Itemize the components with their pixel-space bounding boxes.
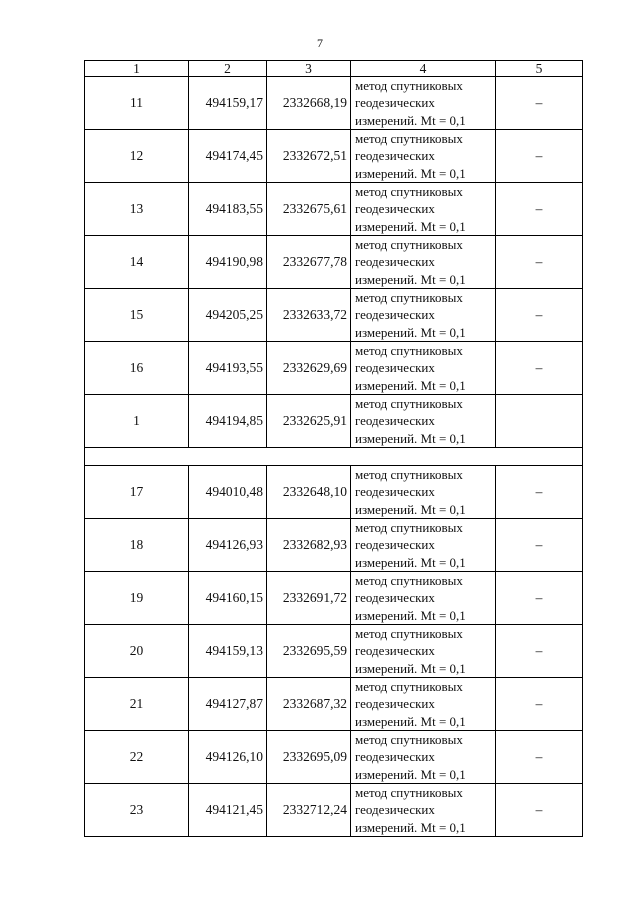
method-line: метод спутниковых <box>355 679 463 695</box>
point-number: 23 <box>85 784 189 837</box>
method-line: измерений. Mt = 0,1 <box>355 165 466 181</box>
coordinate-y: 2332682,93 <box>267 519 351 572</box>
coordinate-y: 2332672,51 <box>267 130 351 183</box>
method-line: геодезических <box>355 484 435 500</box>
method-line: метод спутниковых <box>355 785 463 801</box>
description-cell: – <box>496 236 583 289</box>
method-line: геодезических <box>355 643 435 659</box>
coordinate-y: 2332695,59 <box>267 625 351 678</box>
method-cell <box>351 731 496 784</box>
table-row <box>85 183 583 236</box>
method-cell <box>351 395 496 448</box>
method-line: метод спутниковых <box>355 626 463 642</box>
description-cell: – <box>496 572 583 625</box>
point-number: 14 <box>85 236 189 289</box>
separator-row <box>85 448 583 466</box>
table-header-row <box>85 61 583 77</box>
coordinate-y: 2332691,72 <box>267 572 351 625</box>
method-line: измерений. Mt = 0,1 <box>355 218 466 234</box>
table-row <box>85 466 583 519</box>
coordinate-y: 2332712,24 <box>267 784 351 837</box>
point-number: 17 <box>85 466 189 519</box>
description-cell: – <box>496 342 583 395</box>
description-cell: – <box>496 466 583 519</box>
table-row <box>85 395 583 448</box>
coordinate-y: 2332625,91 <box>267 395 351 448</box>
coordinate-y: 2332633,72 <box>267 289 351 342</box>
method-line: геодезических <box>355 802 435 818</box>
point-number: 12 <box>85 130 189 183</box>
separator-cell <box>85 448 583 466</box>
method-cell <box>351 466 496 519</box>
method-cell <box>351 625 496 678</box>
method-line: измерений. Mt = 0,1 <box>355 766 466 782</box>
method-cell <box>351 289 496 342</box>
table-row <box>85 784 583 837</box>
description-cell: – <box>496 678 583 731</box>
method-line: геодезических <box>355 696 435 712</box>
method-line: геодезических <box>355 307 435 323</box>
method-line: геодезических <box>355 95 435 111</box>
description-cell: – <box>496 183 583 236</box>
coordinates-table <box>84 60 583 837</box>
point-number: 19 <box>85 572 189 625</box>
method-line: метод спутниковых <box>355 732 463 748</box>
method-cell <box>351 342 496 395</box>
method-cell <box>351 572 496 625</box>
method-cell <box>351 784 496 837</box>
column-header: 3 <box>267 61 351 77</box>
column-header: 2 <box>189 61 267 77</box>
coordinate-x: 494194,85 <box>189 395 267 448</box>
description-cell: – <box>496 519 583 572</box>
method-line: метод спутниковых <box>355 343 463 359</box>
method-cell <box>351 678 496 731</box>
method-line: метод спутниковых <box>355 573 463 589</box>
method-line: измерений. Mt = 0,1 <box>355 819 466 835</box>
method-line: метод спутниковых <box>355 237 463 253</box>
table-row <box>85 731 583 784</box>
table-row <box>85 77 583 130</box>
coordinate-x: 494127,87 <box>189 678 267 731</box>
column-header: 5 <box>496 61 583 77</box>
method-line: измерений. Mt = 0,1 <box>355 430 466 446</box>
point-number: 11 <box>85 77 189 130</box>
table-row <box>85 130 583 183</box>
table-row <box>85 342 583 395</box>
coordinate-x: 494183,55 <box>189 183 267 236</box>
coordinate-x: 494126,10 <box>189 731 267 784</box>
method-line: геодезических <box>355 749 435 765</box>
method-line: метод спутниковых <box>355 131 463 147</box>
method-line: геодезических <box>355 148 435 164</box>
table-row <box>85 289 583 342</box>
method-cell <box>351 130 496 183</box>
method-line: метод спутниковых <box>355 520 463 536</box>
point-number: 1 <box>85 395 189 448</box>
point-number: 16 <box>85 342 189 395</box>
method-line: измерений. Mt = 0,1 <box>355 607 466 623</box>
coordinate-y: 2332629,69 <box>267 342 351 395</box>
column-header: 4 <box>351 61 496 77</box>
coordinate-x: 494010,48 <box>189 466 267 519</box>
method-line: метод спутниковых <box>355 396 463 412</box>
coordinate-x: 494190,98 <box>189 236 267 289</box>
coordinate-y: 2332675,61 <box>267 183 351 236</box>
method-line: геодезических <box>355 254 435 270</box>
method-line: измерений. Mt = 0,1 <box>355 112 466 128</box>
coordinate-y: 2332648,10 <box>267 466 351 519</box>
point-number: 22 <box>85 731 189 784</box>
coordinate-y: 2332668,19 <box>267 77 351 130</box>
table-row <box>85 678 583 731</box>
method-line: измерений. Mt = 0,1 <box>355 501 466 517</box>
method-cell <box>351 519 496 572</box>
page-number: 7 <box>317 36 323 50</box>
description-cell: – <box>496 289 583 342</box>
table-row <box>85 236 583 289</box>
method-line: измерений. Mt = 0,1 <box>355 713 466 729</box>
method-line: геодезических <box>355 360 435 376</box>
point-number: 21 <box>85 678 189 731</box>
method-line: измерений. Mt = 0,1 <box>355 377 466 393</box>
coordinate-y: 2332687,32 <box>267 678 351 731</box>
table-row <box>85 572 583 625</box>
coordinate-x: 494174,45 <box>189 130 267 183</box>
coordinate-y: 2332695,09 <box>267 731 351 784</box>
method-line: геодезических <box>355 413 435 429</box>
method-line: метод спутниковых <box>355 467 463 483</box>
coordinate-x: 494193,55 <box>189 342 267 395</box>
method-line: метод спутниковых <box>355 78 463 94</box>
description-cell: – <box>496 130 583 183</box>
method-line: геодезических <box>355 537 435 553</box>
coordinate-x: 494126,93 <box>189 519 267 572</box>
coordinate-x: 494205,25 <box>189 289 267 342</box>
description-cell: – <box>496 77 583 130</box>
method-cell <box>351 236 496 289</box>
coordinate-x: 494160,15 <box>189 572 267 625</box>
table-row <box>85 625 583 678</box>
point-number: 18 <box>85 519 189 572</box>
description-cell: – <box>496 625 583 678</box>
table-row <box>85 519 583 572</box>
point-number: 20 <box>85 625 189 678</box>
method-cell <box>351 77 496 130</box>
method-line: измерений. Mt = 0,1 <box>355 324 466 340</box>
point-number: 13 <box>85 183 189 236</box>
method-line: геодезических <box>355 590 435 606</box>
description-cell: – <box>496 731 583 784</box>
method-line: измерений. Mt = 0,1 <box>355 660 466 676</box>
coordinate-x: 494159,13 <box>189 625 267 678</box>
coordinate-x: 494121,45 <box>189 784 267 837</box>
method-line: измерений. Mt = 0,1 <box>355 554 466 570</box>
point-number: 15 <box>85 289 189 342</box>
coordinate-y: 2332677,78 <box>267 236 351 289</box>
method-cell <box>351 183 496 236</box>
description-cell <box>496 395 583 448</box>
coordinate-x: 494159,17 <box>189 77 267 130</box>
method-line: геодезических <box>355 201 435 217</box>
column-header: 1 <box>85 61 189 77</box>
method-line: измерений. Mt = 0,1 <box>355 271 466 287</box>
description-cell: – <box>496 784 583 837</box>
method-line: метод спутниковых <box>355 184 463 200</box>
method-line: метод спутниковых <box>355 290 463 306</box>
